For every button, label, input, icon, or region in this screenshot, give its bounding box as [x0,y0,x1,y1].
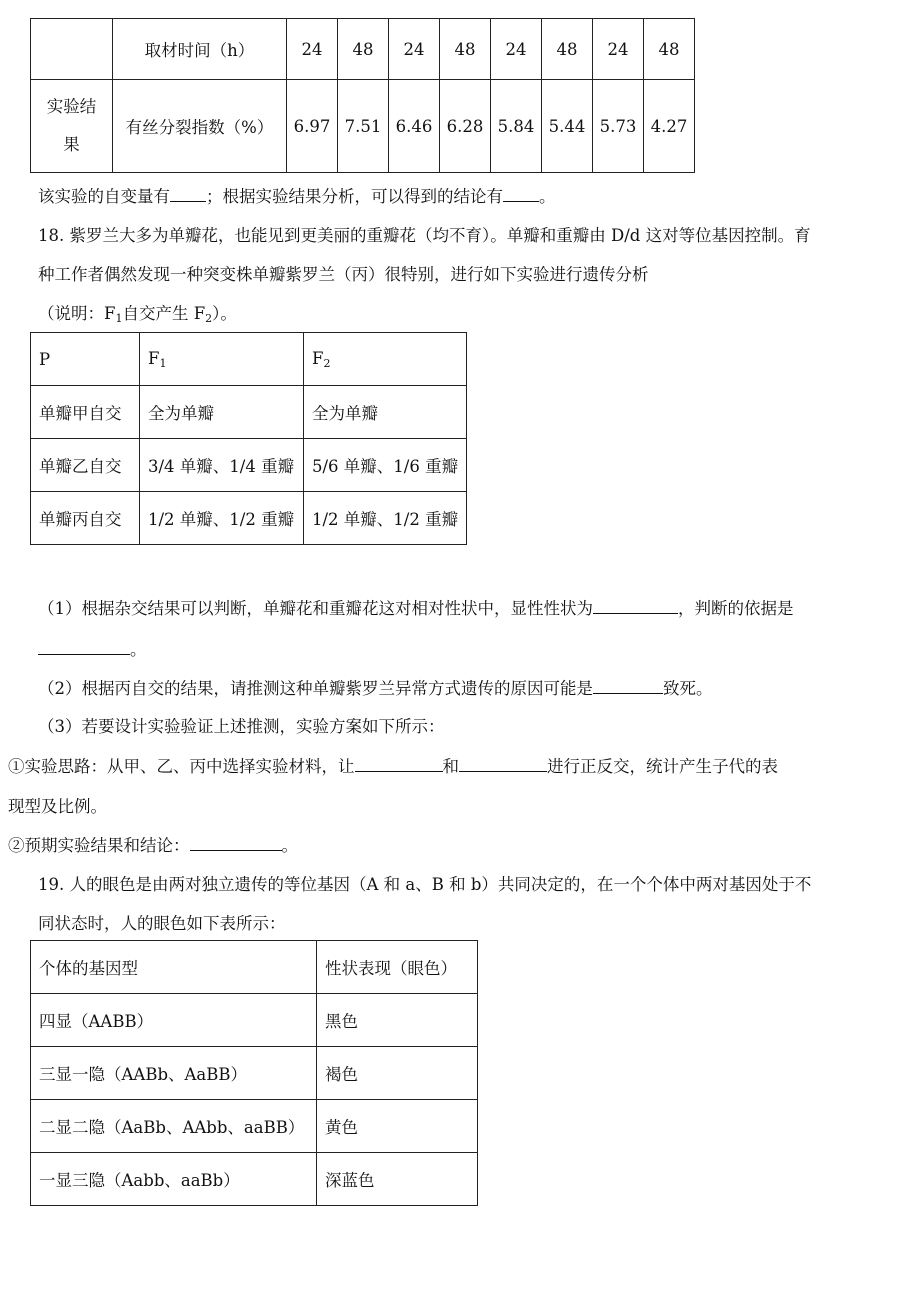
q18-3-line: （3）若要设计实验验证上述推测，实验方案如下所示： [38,717,445,736]
mitosis-index-table [30,18,695,173]
table-row [31,1153,478,1206]
table-cell: 一显三隐（Aabb、aaBb） [31,1153,317,1206]
subscript: 1 [159,356,167,370]
q18-intro-line-1: 18. 紫罗兰大多为单瓣花，也能见到更美丽的重瓣花（均不育）。单瓣和重瓣由 D/d 这对等位基因控制。育 [38,226,811,245]
text-segment: （1）根据杂交结果可以判断，单瓣花和重瓣花这对相对性状中，显性性状为 [38,599,593,618]
table-cell: 取材时间（h） [113,19,287,80]
table-row [31,1100,478,1153]
table-header-cell: P [31,333,140,386]
q19-intro-line-1: 19. 人的眼色是由两对独立遗传的等位基因（A 和 a、B 和 b）共同决定的，在一个个体中两对基因处于不 [38,875,812,894]
answer-blank[interactable] [355,757,443,772]
q18-1-line-1 [38,595,794,619]
table-cell: 单瓣乙自交 [31,439,140,492]
table-cell: 4.27 [644,80,695,173]
table-cell: 6.46 [389,80,440,173]
table-cell: 黑色 [317,994,478,1047]
q19-intro-line-2: 同状态时，人的眼色如下表所示： [38,914,286,933]
table-cell: 二显二隐（AaBb、AAbb、aaBB） [31,1100,317,1153]
answer-blank[interactable] [503,187,539,202]
table-cell: 褐色 [317,1047,478,1100]
table-cell: 24 [593,19,644,80]
table-row [31,80,695,173]
subscript: 1 [115,312,123,325]
eye-color-table [30,940,478,1206]
table-cell: 黄色 [317,1100,478,1153]
table-row [31,386,467,439]
answer-blank[interactable] [593,679,663,694]
q17-conclusion-line [38,183,556,207]
text-segment: ，判断的依据是 [678,599,794,618]
table-cell: 深蓝色 [317,1153,478,1206]
table-header-cell: 性状表现（眼色） [317,941,478,994]
table-cell: 24 [491,19,542,80]
text-segment: 。 [130,640,147,659]
cell-line: 果 [63,135,80,154]
table-cell: 5/6 单瓣、1/6 重瓣 [304,439,467,492]
text-segment: ②预期实验结果和结论： [8,836,190,855]
q18-3-2-line [8,832,298,856]
table-row [31,439,467,492]
answer-blank[interactable] [593,599,678,614]
table-row [31,1047,478,1100]
text-segment: ；根据实验结果分析，可以得到的结论有 [206,187,503,206]
table-cell: 单瓣丙自交 [31,492,140,545]
table-cell: 全为单瓣 [140,386,304,439]
table-row [31,492,467,545]
answer-blank[interactable] [459,757,547,772]
text-segment: ）。 [212,304,237,323]
table-cell: 5.84 [491,80,542,173]
table-cell: 有丝分裂指数（%） [113,80,287,173]
text-segment: 进行正反交，统计产生子代的表 [547,757,778,776]
table-cell: 7.51 [338,80,389,173]
cell-line: 实验结 [46,97,97,116]
table-cell: 48 [338,19,389,80]
text-segment: （2）根据丙自交的结果，请推测这种单瓣紫罗兰异常方式遗传的原因可能是 [38,679,593,698]
table-cell: 5.44 [542,80,593,173]
text-segment: （说明：F [38,304,116,323]
table-cell: 三显一隐（AABb、AaBB） [31,1047,317,1100]
table-cell: 全为单瓣 [304,386,467,439]
table-cell [31,80,113,173]
subscript: 2 [205,312,213,325]
table-cell: 5.73 [593,80,644,173]
subscript: 2 [323,356,331,370]
text-segment: 。 [539,187,556,206]
text-segment: ①实验思路：从甲、乙、丙中选择实验材料，让 [8,757,355,776]
answer-blank[interactable] [170,187,206,202]
table-cell: 24 [389,19,440,80]
table-row [31,19,695,80]
table-cell: 1/2 单瓣、1/2 重瓣 [304,492,467,545]
table-header-cell [140,333,304,386]
q18-intro-line-2: 种工作者偶然发现一种突变株单瓣紫罗兰（丙）很特别，进行如下实验进行遗传分析 [38,265,649,284]
table-cell: 四显（AABB） [31,994,317,1047]
table-cell: 3/4 单瓣、1/4 重瓣 [140,439,304,492]
table-cell: 48 [644,19,695,80]
table-cell: 1/2 单瓣、1/2 重瓣 [140,492,304,545]
text-segment: 自交产生 F [122,304,206,323]
text-segment: 。 [281,836,298,855]
table-row [31,994,478,1047]
text-segment: 该实验的自变量有 [38,187,170,206]
table-cell [31,19,113,80]
text-segment: F [148,348,160,368]
table-header-row [31,941,478,994]
q18-1-line-2 [38,636,147,660]
q18-2-line [38,675,713,699]
answer-blank[interactable] [38,640,130,655]
text-segment: 和 [442,757,459,776]
table-cell: 6.97 [287,80,338,173]
table-cell: 24 [287,19,338,80]
table-cell: 单瓣甲自交 [31,386,140,439]
table-header-cell [304,333,467,386]
violet-cross-table [30,332,467,545]
table-header-row [31,333,467,386]
table-cell: 48 [542,19,593,80]
q18-3-1-line-1 [8,753,778,777]
table-header-cell: 个体的基因型 [31,941,317,994]
table-cell: 6.28 [440,80,491,173]
answer-blank[interactable] [190,836,282,851]
table-cell: 48 [440,19,491,80]
q18-3-1-line-2: 现型及比例。 [8,797,107,816]
q18-intro-line-3 [38,300,237,325]
text-segment: F [312,348,324,368]
text-segment: 致死。 [663,679,713,698]
